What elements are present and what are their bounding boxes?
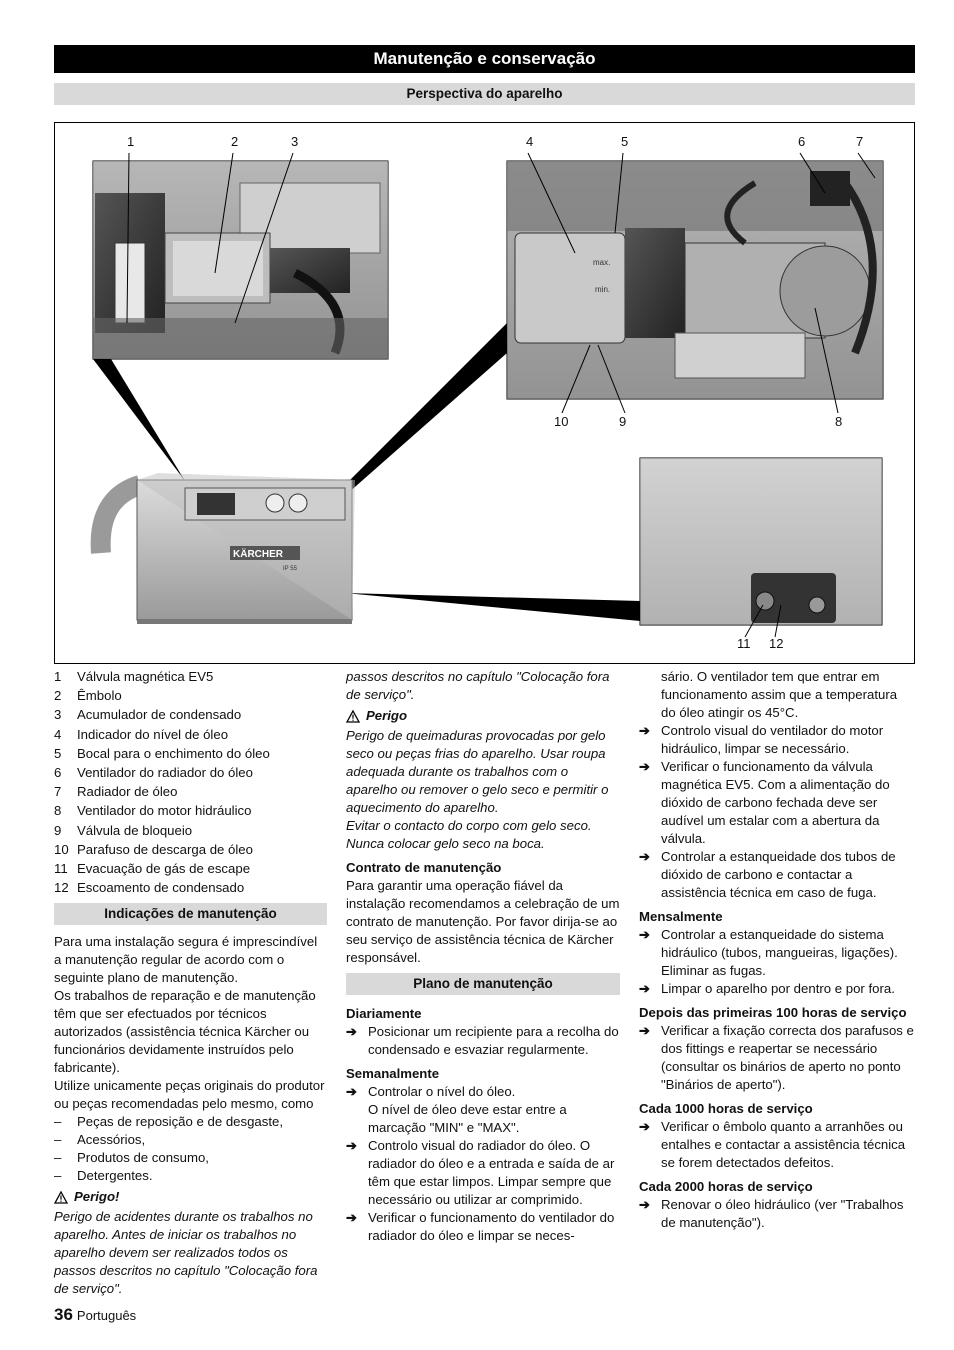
photo-pump-detail xyxy=(93,153,388,359)
task-item: ➔ Renovar o óleo hidráulico (ver "Trabalhos de manutenção"). xyxy=(639,1197,904,1230)
list-item: – Acessórios, xyxy=(54,1132,146,1148)
callout-10: 10 xyxy=(554,414,569,429)
danger-text: Perigo de acidentes durante os trabalhos no aparelho. Antes de iniciar os trabalhos no aparelho devem ser realizados todos os passos descritos no capítulo "Colocação fora de serviço". xyxy=(54,1209,318,1297)
legend-item: 5 Bocal para o enchimento do óleo xyxy=(54,745,270,761)
subheading-weekly: Semanalmente xyxy=(346,1066,440,1081)
callout-9: 9 xyxy=(619,414,627,429)
paragraph: Para garantir uma operação fiável da instalação recomendamos a celebração de um contrato de manutenção. Por favor dirija-se ao seu serviço de assistência técnica de Kärcher responsável. xyxy=(346,878,620,965)
oil-gauge-max: max. xyxy=(593,258,611,267)
legend-item: 4 Indicador do nível de óleo xyxy=(54,726,229,742)
list-item: – Peças de reposição e de desgaste, xyxy=(54,1114,284,1130)
callout-12: 12 xyxy=(769,636,784,651)
task-item: ➔ Controlar a estanqueidade dos tubos de dióxido de carbono e contactar a assistência técnica em caso de fuga. xyxy=(639,849,896,900)
task-item: ➔ Limpar o aparelho por dentro e por fora. xyxy=(639,981,895,996)
legend-item: 1 Válvula magnética EV5 xyxy=(54,669,214,684)
callout-2: 2 xyxy=(231,134,239,149)
arrow-icon: ➔ xyxy=(346,1084,358,1099)
arrow-icon: ➔ xyxy=(639,927,651,942)
subheading-2000h: Cada 2000 horas de serviço xyxy=(639,1179,813,1194)
legend-list xyxy=(54,668,327,897)
arrow-icon: ➔ xyxy=(639,1119,651,1134)
arrow-icon: ➔ xyxy=(346,1210,358,1225)
callout-3: 3 xyxy=(291,134,299,149)
task-item: ➔ Controlar a estanqueidade do sistema hidráulico (tubos, mangueiras, ligações). Eliminar as fugas. xyxy=(639,927,898,978)
danger-text: Perigo de queimaduras provocadas por gelo seco ou peças frias do aparelho. Usar roupa adequada durante os trabalhos com o aparelho ou remover o gelo seco e permitir o aquecimento do aparelho. xyxy=(346,728,609,815)
photo-rear-connections xyxy=(640,458,882,637)
column-2 xyxy=(346,668,620,1245)
subheading-1000h: Cada 1000 horas de serviço xyxy=(639,1101,813,1116)
danger-heading: Perigo xyxy=(346,707,620,725)
callout-5: 5 xyxy=(621,134,629,149)
arrow-icon: ➔ xyxy=(639,1023,651,1038)
legend-item: 7 Radiador de óleo xyxy=(54,784,178,800)
paragraph: Os trabalhos de reparação e de manutenção têm que ser efectuados por técnicos autorizados (assistência técnica Kärcher ou funcionários devidamente instruídos pelo fabricante). xyxy=(54,988,316,1076)
list-item: – Detergentes. xyxy=(54,1168,153,1184)
arrow-icon: ➔ xyxy=(639,759,651,774)
legend-item: 11 Evacuação de gás de escape xyxy=(54,860,251,876)
arrow-icon: ➔ xyxy=(639,849,651,864)
callout-6: 6 xyxy=(798,134,806,149)
legend-item: 2 Êmbolo xyxy=(54,688,122,704)
danger-text-continued: passos descritos no capítulo "Colocação fora de serviço". xyxy=(346,669,610,702)
legend-item: 8 Ventilador do motor hidráulico xyxy=(54,803,252,819)
legend-item: 10 Parafuso de descarga de óleo xyxy=(54,841,253,857)
page-number: 36 xyxy=(54,1305,73,1324)
task-item: ➔ Verificar o êmbolo quanto a arranhões ou entalhes e contactar a assistência técnica se forem detectados defeitos. xyxy=(639,1119,906,1170)
subheading-daily: Diariamente xyxy=(346,1006,422,1021)
warning-triangle-icon xyxy=(346,710,360,723)
section-title-overview: Perspectiva do aparelho xyxy=(54,83,915,105)
callout-7: 7 xyxy=(856,134,864,149)
device-illustration xyxy=(55,123,916,665)
section-title-maintenance-notes: Indicações de manutenção xyxy=(54,903,327,925)
arrow-icon: ➔ xyxy=(639,981,651,996)
device-overview-figure xyxy=(54,122,915,664)
task-item: ➔ Verificar o funcionamento do ventilador do radiador do óleo e limpar se neces- xyxy=(346,1210,615,1243)
list-item: – Produtos de consumo, xyxy=(54,1150,209,1166)
danger-text: Evitar o contacto do corpo com gelo seco. Nunca colocar gelo seco na boca. xyxy=(346,818,592,851)
page-footer xyxy=(54,1306,136,1325)
task-item: ➔ Verificar o funcionamento da válvula magnética EV5. Com a alimentação do dióxido de carbono fechada deve ser audível um estalar com a abertura da válvula. xyxy=(639,759,890,846)
language-label: Português xyxy=(76,1308,137,1323)
callout-8: 8 xyxy=(835,414,843,429)
callout-1: 1 xyxy=(127,134,135,149)
task-item: ➔ Verificar a fixação correcta dos parafusos e dos fittings e reapertar se necessário (consultar os binários de aperto no ponto "Binários de aperto"). xyxy=(639,1023,914,1092)
task-item: ➔ Controlar o nível do óleo. O nível de óleo deve estar entre a marcação "MIN" e "MAX". xyxy=(346,1084,567,1135)
legend-item: 6 Ventilador do radiador do óleo xyxy=(54,764,253,780)
legend-item: 12 Escoamento de condensado xyxy=(54,880,245,896)
callout-4: 4 xyxy=(526,134,534,149)
legend-item: 3 Acumulador de condensado xyxy=(54,707,242,723)
section-title-maintenance-plan: Plano de manutenção xyxy=(346,973,620,995)
danger-heading: Perigo! xyxy=(54,1188,327,1206)
task-item-continued: sário. O ventilador tem que entrar em funcionamento assim que a temperatura do óleo atingir os 45°C. xyxy=(661,669,898,720)
task-item: ➔ Posicionar um recipiente para a recolha do condensado e esvaziar regularmente. xyxy=(346,1024,619,1057)
model-label: IP 55 xyxy=(283,566,297,572)
brand-logo: KÄRCHER xyxy=(233,549,283,560)
arrow-icon: ➔ xyxy=(639,1197,651,1212)
paragraph: Utilize unicamente peças originais do produtor ou peças recomendadas pelo mesmo, como xyxy=(54,1078,325,1112)
subheading-100h: Depois das primeiras 100 horas de serviço xyxy=(639,1005,907,1020)
callout-11: 11 xyxy=(737,636,751,651)
legend-item: 9 Válvula de bloqueio xyxy=(54,822,193,838)
column-1 xyxy=(54,668,327,1297)
photo-oil-tank-detail xyxy=(507,153,883,413)
subheading-contract: Contrato de manutenção xyxy=(346,860,502,875)
page-title: Manutenção e conservação xyxy=(54,45,915,73)
arrow-icon: ➔ xyxy=(639,723,651,738)
device-main-unit xyxy=(101,473,355,624)
task-item: ➔ Controlo visual do ventilador do motor hidráulico, limpar se necessário. xyxy=(639,723,884,756)
arrow-icon: ➔ xyxy=(346,1138,358,1153)
warning-triangle-icon xyxy=(54,1191,68,1204)
task-item: ➔ Controlo visual do radiador do óleo. O radiador do óleo e a entrada e saída de ar têm que estar limpos. Limpar sempre que necessário ou utilizar ar comprimido. xyxy=(346,1138,615,1207)
subheading-monthly: Mensalmente xyxy=(639,909,723,924)
column-3 xyxy=(639,668,915,1232)
paragraph: Para uma instalação segura é imprescindível a manutenção regular de acordo com o seguinte plano de manutenção. xyxy=(54,934,318,986)
oil-gauge-min: min. xyxy=(595,285,611,294)
arrow-icon: ➔ xyxy=(346,1024,358,1039)
